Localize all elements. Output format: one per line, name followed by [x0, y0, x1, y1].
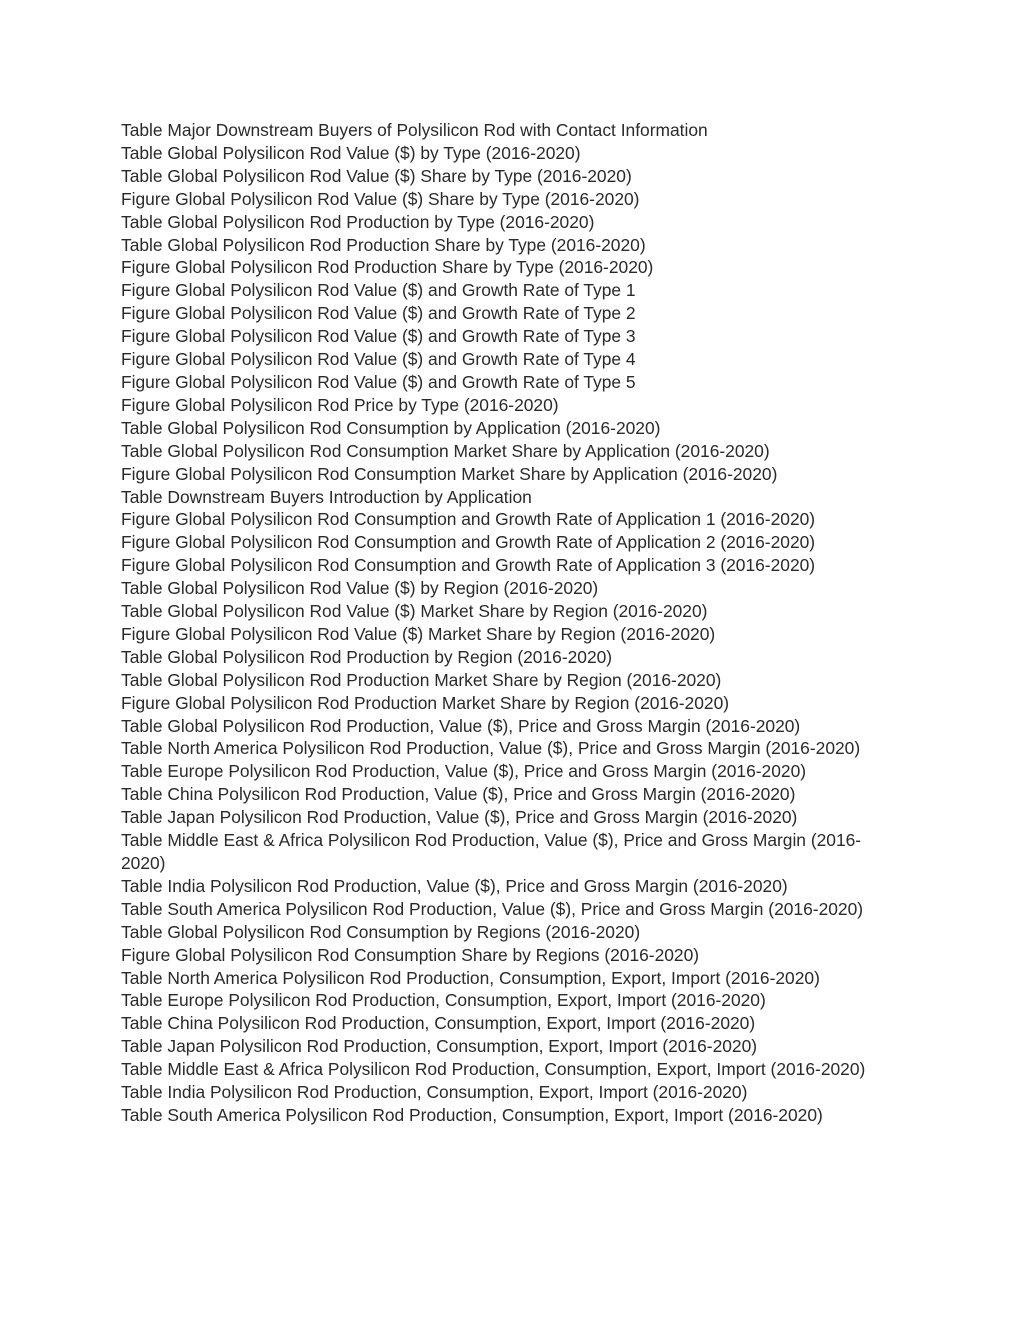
- list-item: Table Global Polysilicon Rod Production, Value ($), Price and Gross Margin (2016-2020): [121, 715, 801, 736]
- list-item: Table Major Downstream Buyers of Polysilicon Rod with Contact Information: [121, 120, 708, 140]
- list-item: Table South America Polysilicon Rod Production, Value ($), Price and Gross Margin (2016-2020): [121, 898, 864, 919]
- list-item: Table Downstream Buyers Introduction by Application: [121, 486, 532, 507]
- list-item: Figure Global Polysilicon Rod Production Market Share by Region (2016-2020): [121, 692, 730, 713]
- list-item: Figure Global Polysilicon Rod Consumption Market Share by Application (2016-2020): [121, 463, 778, 484]
- list-item: Table Global Polysilicon Rod Consumption by Application (2016-2020): [121, 417, 661, 438]
- list-item: Table Middle East & Africa Polysilicon Rod Production, Consumption, Export, Import (2016-2020): [121, 1059, 866, 1080]
- list-item: Table Europe Polysilicon Rod Production, Value ($), Price and Gross Margin (2016-2020): [121, 761, 807, 782]
- list-item: Figure Global Polysilicon Rod Production Share by Type (2016-2020): [121, 257, 654, 278]
- list-item: Table Global Polysilicon Rod Production by Type (2016-2020): [121, 211, 595, 232]
- list-item: Figure Global Polysilicon Rod Value ($) and Growth Rate of Type 2: [121, 303, 636, 324]
- list-item: Table Global Polysilicon Rod Consumption Market Share by Application (2016-2020): [121, 440, 770, 461]
- list-item: Table China Polysilicon Rod Production, Value ($), Price and Gross Margin (2016-2020): [121, 784, 796, 805]
- list-item: Table China Polysilicon Rod Production, Consumption, Export, Import (2016-2020): [121, 1013, 756, 1034]
- list-item: Table Global Polysilicon Rod Value ($) Share by Type (2016-2020): [121, 165, 632, 186]
- list-item: Table Europe Polysilicon Rod Production, Consumption, Export, Import (2016-2020): [121, 990, 766, 1011]
- list-item: Figure Global Polysilicon Rod Value ($) and Growth Rate of Type 4: [121, 349, 636, 370]
- list-item: Table Global Polysilicon Rod Consumption by Regions (2016-2020): [121, 921, 641, 942]
- list-item: Table Global Polysilicon Rod Production Share by Type (2016-2020): [121, 234, 646, 255]
- table-of-figures-list: [121, 119, 881, 1127]
- list-item: Table Japan Polysilicon Rod Production, Consumption, Export, Import (2016-2020): [121, 1036, 758, 1057]
- list-item: Figure Global Polysilicon Rod Price by Type (2016-2020): [121, 394, 559, 415]
- list-item: Figure Global Polysilicon Rod Value ($) Market Share by Region (2016-2020): [121, 623, 716, 644]
- list-item: Figure Global Polysilicon Rod Value ($) and Growth Rate of Type 5: [121, 371, 636, 392]
- list-item: Table South America Polysilicon Rod Production, Consumption, Export, Import (2016-2020): [121, 1104, 823, 1125]
- list-item: Figure Global Polysilicon Rod Consumption and Growth Rate of Application 2 (2016-2020): [121, 532, 816, 553]
- list-item: Figure Global Polysilicon Rod Value ($) and Growth Rate of Type 3: [121, 326, 636, 347]
- list-item: Table Japan Polysilicon Rod Production, Value ($), Price and Gross Margin (2016-2020): [121, 807, 798, 828]
- list-item: Figure Global Polysilicon Rod Consumption and Growth Rate of Application 3 (2016-2020): [121, 555, 816, 576]
- list-item: Table Global Polysilicon Rod Value ($) by Type (2016-2020): [121, 142, 581, 163]
- list-item: Table India Polysilicon Rod Production, Consumption, Export, Import (2016-2020): [121, 1082, 748, 1103]
- list-item: Table Global Polysilicon Rod Value ($) Market Share by Region (2016-2020): [121, 601, 708, 622]
- list-item: Table Middle East & Africa Polysilicon Rod Production, Value ($), Price and Gross Margin (2016-2020): [121, 830, 862, 873]
- list-item: Figure Global Polysilicon Rod Consumption and Growth Rate of Application 1 (2016-2020): [121, 509, 816, 530]
- list-item: Figure Global Polysilicon Rod Value ($) Share by Type (2016-2020): [121, 188, 640, 209]
- list-item: Figure Global Polysilicon Rod Value ($) and Growth Rate of Type 1: [121, 280, 636, 301]
- list-item: Table India Polysilicon Rod Production, Value ($), Price and Gross Margin (2016-2020): [121, 875, 788, 896]
- list-item: Figure Global Polysilicon Rod Consumption Share by Regions (2016-2020): [121, 944, 700, 965]
- list-item: Table Global Polysilicon Rod Production by Region (2016-2020): [121, 646, 613, 667]
- list-item: Table North America Polysilicon Rod Production, Consumption, Export, Import (2016-2020): [121, 967, 820, 988]
- list-item: Table North America Polysilicon Rod Production, Value ($), Price and Gross Margin (2016-2020): [121, 738, 861, 759]
- list-item: Table Global Polysilicon Rod Production Market Share by Region (2016-2020): [121, 669, 722, 690]
- list-item: Table Global Polysilicon Rod Value ($) by Region (2016-2020): [121, 578, 599, 599]
